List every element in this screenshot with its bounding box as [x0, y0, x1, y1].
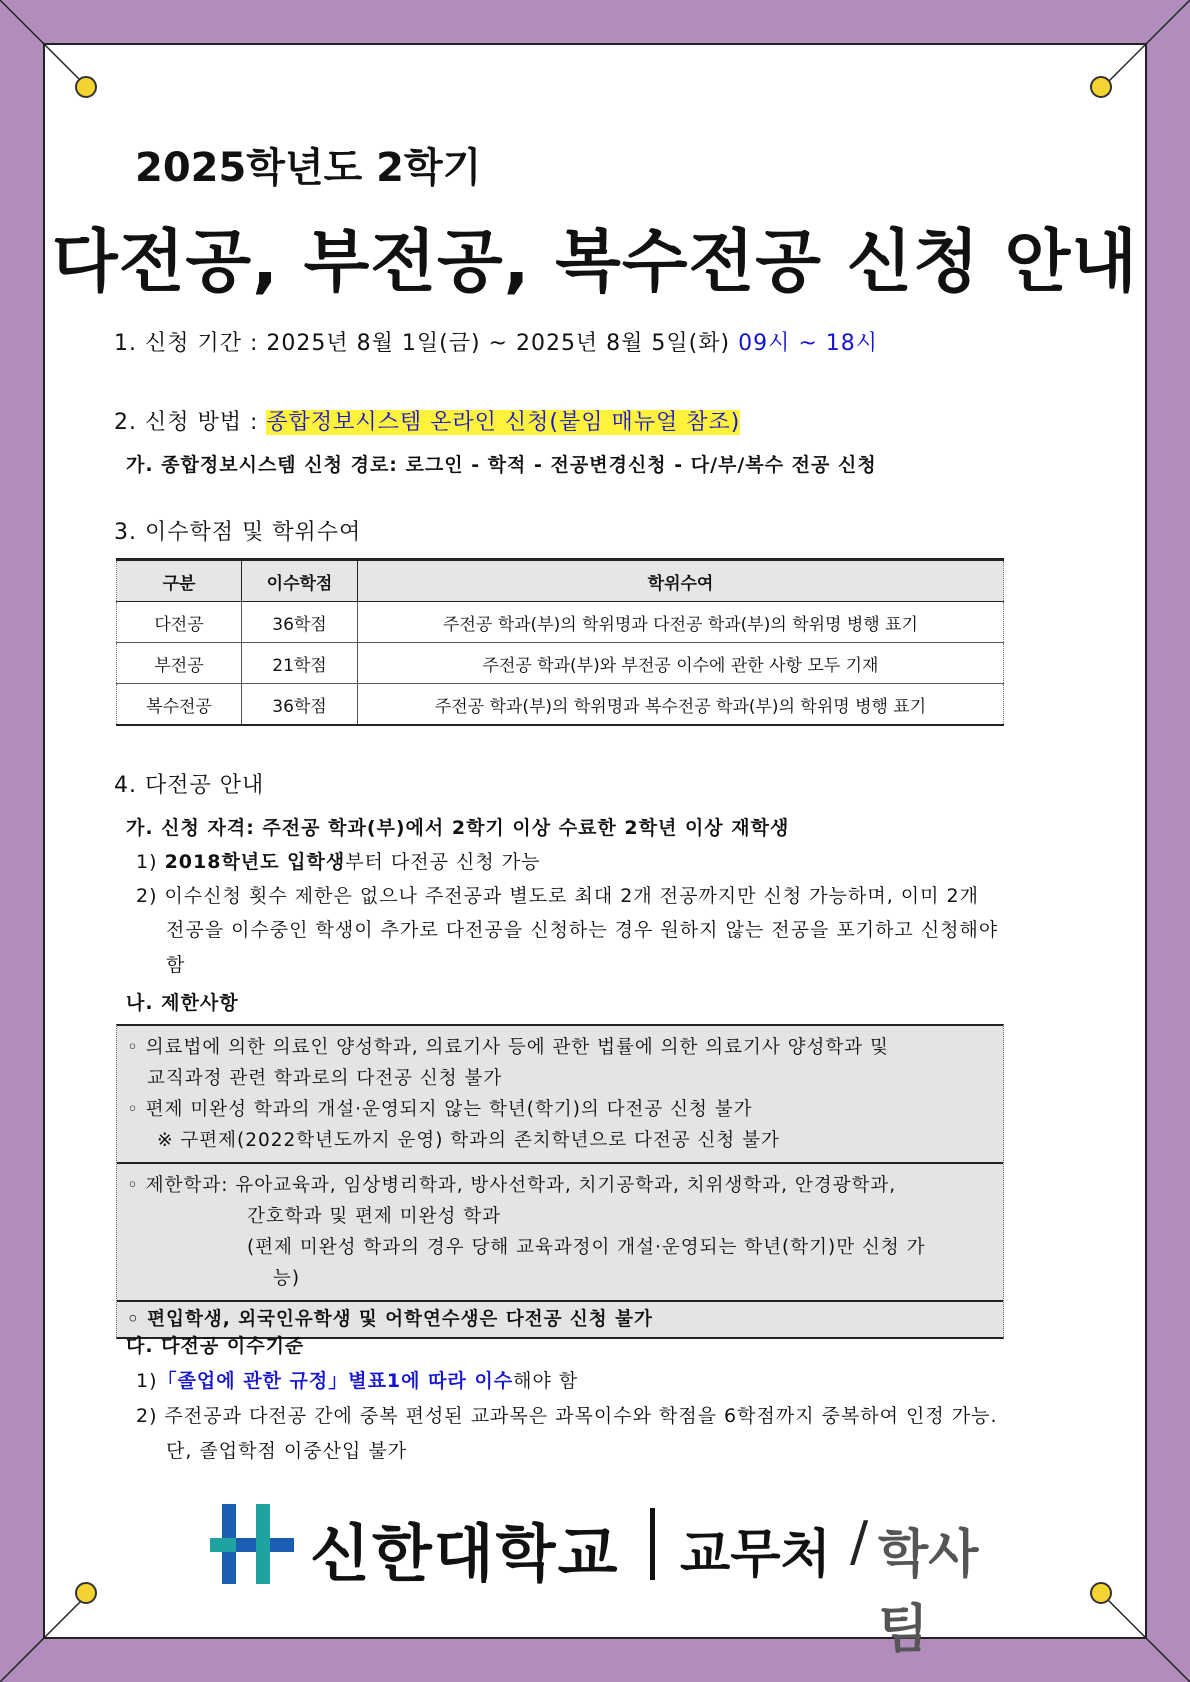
logo-divider [650, 1508, 655, 1580]
table-cell: 다전공 [117, 602, 242, 643]
section-4-title: 4. 다전공 안내 [114, 773, 265, 798]
criteria-item-2-line-1: 2) 주전공과 다전공 간에 중복 편성된 교과목은 과목이수와 학점을 6학점까지 중복하여 인정 가능. [136, 1405, 998, 1427]
criteria-title: 다. 다전공 이수기준 [126, 1335, 305, 1357]
restriction-line: (편제 미완성 학과의 경우 당해 교육과정이 개설·운영되는 학년(학기)만 신청 가 [247, 1237, 926, 1258]
restriction-line: ◦ 편제 미완성 학과의 개설·운영되지 않는 학년(학기)의 다전공 신청 불가 [127, 1099, 753, 1120]
restriction-line: ◦ 의료법에 의한 의료인 양성학과, 의료기사 등에 관한 법률에 의한 의료기사 양성학과 및 [127, 1037, 889, 1058]
restriction-line: 교직과정 관련 학과로의 다전공 신청 불가 [147, 1068, 503, 1089]
method-label: 2. 신청 방법 : [114, 410, 259, 435]
item-number: 1) [136, 851, 158, 873]
page-title: 다전공, 부전공, 복수전공 신청 안내 [52, 223, 1138, 302]
table-cell: 주전공 학과(부)의 학위명과 복수전공 학과(부)의 학위명 병행 표기 [358, 684, 1004, 726]
qualification-item-2-line-2: 전공을 이수중인 학생이 추가로 다전공을 신청하는 경우 원하지 않는 전공을 포기하고 신청해야 [166, 919, 999, 941]
logo-team: 학사팀 [878, 1525, 979, 1660]
column-header: 구분 [117, 560, 242, 602]
period-label: 1. 신청 기간 : 2025년 8월 1일(금) ~ 2025년 8월 5일(화) [114, 331, 731, 356]
pin-bottom-right-icon [1090, 1582, 1112, 1604]
table-cell: 주전공 학과(부)의 학위명과 다전공 학과(부)의 학위명 병행 표기 [358, 602, 1004, 643]
restrictions-title: 나. 제한사항 [126, 992, 239, 1014]
restriction-block-1 [117, 1026, 1003, 1162]
method-path: 가. 종합정보시스템 신청 경로: 로그인 - 학적 - 전공변경신청 - 다/부/복수 전공 신청 [126, 454, 877, 476]
qualification-item-1 [136, 847, 541, 874]
restriction-line: ◦ 제한학과: 유아교육과, 임상병리학과, 방사선학과, 치기공학과, 치위생학과, 안경광학과, [127, 1175, 897, 1196]
column-header: 학위수여 [358, 560, 1004, 602]
method-highlight: 종합정보시스템 온라인 신청(붙임 매뉴얼 참조) [266, 410, 741, 435]
logo-university-name: 신한대학교 [310, 1517, 620, 1590]
pin-bottom-left-icon [75, 1582, 97, 1604]
qualification-item-2-line-1: 2) 이수신청 횟수 제한은 없으나 주전공과 별도로 최대 2개 전공까지만 신청 가능하며, 이미 2개 [136, 885, 979, 907]
column-header: 이수학점 [242, 560, 358, 602]
restriction-line: ◦ 편입학생, 외국인유학생 및 어학연수생은 다전공 신청 불가 [127, 1309, 653, 1330]
criteria-item-2-line-2: 단, 졸업학점 이중산입 불가 [166, 1440, 408, 1462]
period-time: 09시 ~ 18시 [738, 331, 879, 356]
item-number: 1) [136, 1370, 158, 1392]
shinhan-logo-icon [210, 1502, 294, 1586]
pin-top-left-icon [75, 76, 97, 98]
table-cell: 21학점 [242, 643, 358, 684]
item-text: 해야 함 [513, 1370, 579, 1392]
logo-department: 교무처 [680, 1525, 831, 1585]
qualification-item-2-line-3: 함 [166, 954, 186, 976]
table-header-row [117, 560, 1004, 602]
table-row [117, 684, 1004, 726]
logo-slash: / [850, 1510, 869, 1573]
section-1-period [114, 326, 878, 357]
pin-top-right-icon [1090, 76, 1112, 98]
restrictions-box [116, 1024, 1004, 1339]
table-row [117, 643, 1004, 684]
table-cell: 주전공 학과(부)와 부전공 이수에 관한 사항 모두 기재 [358, 643, 1004, 684]
section-2-method [114, 405, 740, 436]
subtitle: 2025학년도 2학기 [135, 145, 482, 191]
table-cell: 36학점 [242, 602, 358, 643]
table-cell: 36학점 [242, 684, 358, 726]
table-cell: 부전공 [117, 643, 242, 684]
item-bold: 2018학년도 입학생 [164, 851, 346, 873]
item-blue: 「졸업에 관한 규정」별표1에 따라 이수 [157, 1370, 514, 1392]
university-logo [210, 1500, 1010, 1660]
table-cell: 복수전공 [117, 684, 242, 726]
restriction-block-2 [117, 1162, 1003, 1300]
restriction-line: 간호학과 및 편제 미완성 학과 [247, 1206, 501, 1227]
qualification: 가. 신청 자격: 주전공 학과(부)에서 2학기 이상 수료한 2학년 이상 재학생 [126, 817, 790, 839]
restriction-line: ※ 구편제(2022학년도까지 운영) 학과의 존치학년으로 다전공 신청 불가 [157, 1130, 780, 1151]
table-row [117, 602, 1004, 643]
credits-table [116, 558, 1004, 726]
restriction-line: 능) [273, 1268, 301, 1289]
section-3-title: 3. 이수학점 및 학위수여 [114, 520, 362, 545]
criteria-item-1 [136, 1366, 578, 1393]
item-text: 부터 다전공 신청 가능 [345, 851, 541, 873]
